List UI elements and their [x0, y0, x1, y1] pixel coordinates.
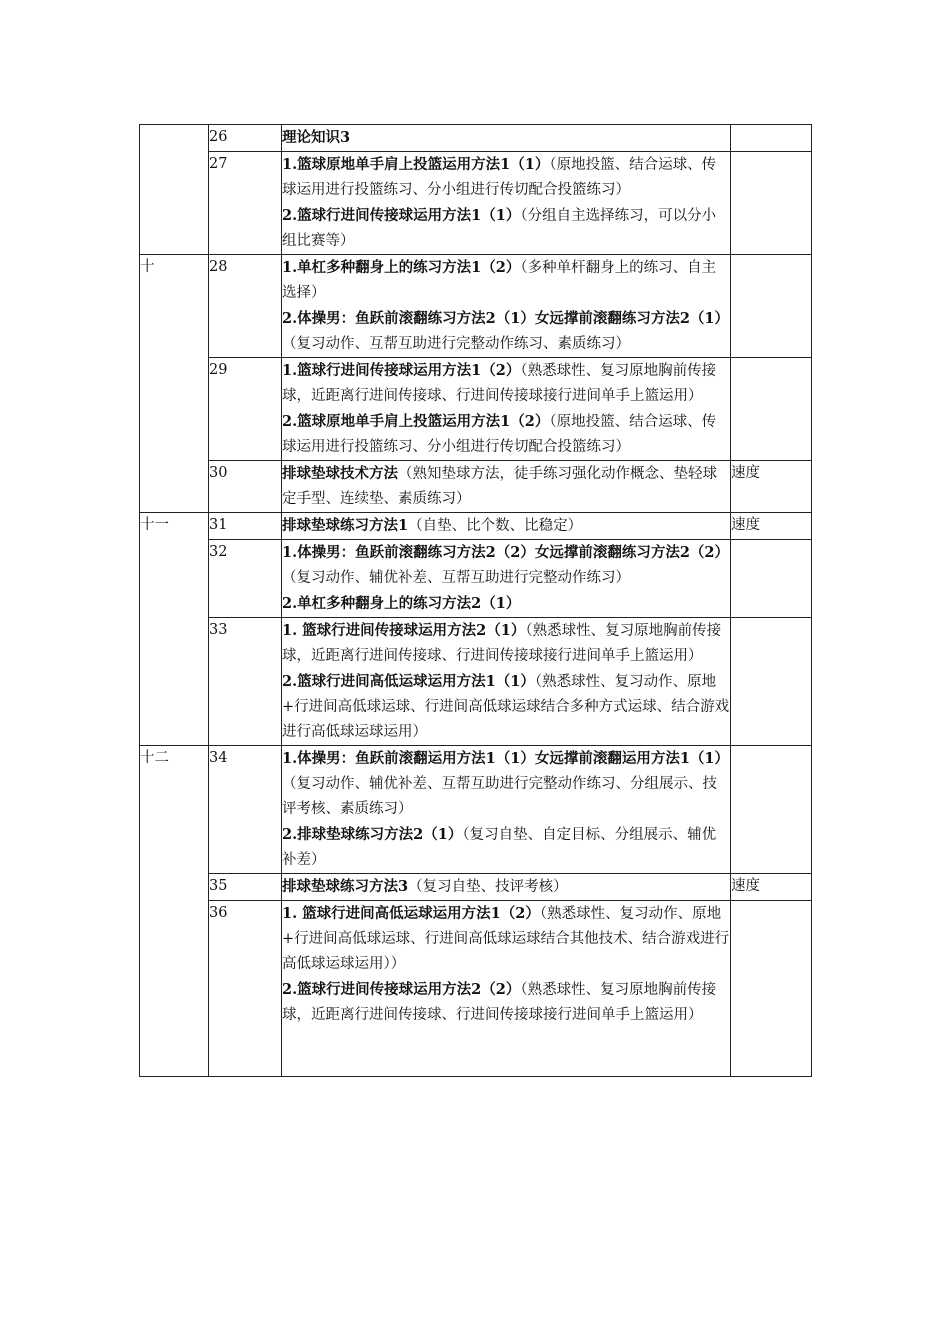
table-row — [140, 901, 812, 1077]
item-description: （熟悉球性、复习原地胸前传接球，近距离行进间传接球、行进间传接球接行进间单手上篮运用） — [282, 363, 717, 404]
content-item — [282, 203, 730, 254]
lesson-note — [731, 540, 812, 618]
lesson-note — [731, 358, 812, 461]
lesson-note — [731, 152, 812, 255]
item-description: （熟悉球性、复习原地胸前传接球，近距离行进间传接球、行进间传接球接行进间单手上篮运用） — [282, 623, 722, 664]
week-cell: 十二 — [140, 746, 209, 1077]
lesson-number: 31 — [209, 513, 282, 540]
item-title: 2.体操男：鱼跃前滚翻练习方法2（1）女远撑前滚翻练习方法2（1） — [282, 310, 729, 327]
table-row — [140, 255, 812, 358]
item-description: （复习动作、辅优补差、互帮互助进行完整动作练习） — [282, 570, 630, 586]
lesson-note — [731, 125, 812, 152]
item-title: 1. 篮球行进间传接球运用方法2（1） — [282, 622, 526, 639]
item-title: 1.单杠多种翻身上的练习方法1（2） — [282, 259, 521, 276]
item-description: （复习动作、互帮互助进行完整动作练习、素质练习） — [282, 336, 630, 352]
table-row — [140, 461, 812, 513]
lesson-content — [282, 874, 731, 901]
content-item — [282, 125, 730, 151]
content-item — [282, 461, 730, 512]
item-title: 排球垫球技术方法 — [282, 465, 398, 482]
lesson-content — [282, 513, 731, 540]
lesson-note — [731, 901, 812, 1077]
item-title: 1.体操男：鱼跃前滚翻运用方法1（1）女远撑前滚翻运用方法1（1） — [282, 750, 729, 767]
lesson-note: 速度 — [731, 874, 812, 901]
content-item — [282, 977, 730, 1028]
week-cell — [140, 125, 209, 255]
content-item — [282, 513, 730, 539]
item-description: （原地投篮、结合运球、传球运用进行投篮练习、分小组进行传切配合投篮练习） — [282, 414, 717, 455]
lesson-number: 30 — [209, 461, 282, 513]
content-item — [282, 746, 730, 822]
item-description: （复习动作、辅优补差、互帮互助进行完整动作练习、分组展示、技评考核、素质练习） — [282, 776, 717, 817]
lesson-number: 29 — [209, 358, 282, 461]
item-description: （复习自垫、技评考核） — [408, 879, 568, 895]
item-title: 2.排球垫球练习方法2（1） — [282, 826, 463, 843]
item-title: 排球垫球练习方法1 — [282, 517, 409, 534]
content-item — [282, 874, 730, 900]
lesson-note: 速度 — [731, 513, 812, 540]
content-item — [282, 822, 730, 873]
item-title: 1.体操男：鱼跃前滚翻练习方法2（2）女远撑前滚翻练习方法2（2） — [282, 544, 729, 561]
item-title: 2.篮球原地单手肩上投篮运用方法1（2） — [282, 413, 550, 430]
content-item — [282, 358, 730, 409]
lesson-content — [282, 461, 731, 513]
item-description: （原地投篮、结合运球、传球运用进行投篮练习、分小组进行传切配合投篮练习） — [282, 157, 717, 198]
lesson-number: 32 — [209, 540, 282, 618]
table-row — [140, 513, 812, 540]
table-row — [140, 125, 812, 152]
lesson-content — [282, 540, 731, 618]
lesson-number: 33 — [209, 618, 282, 746]
item-description: （复习自垫、自定目标、分组展示、辅优补差） — [282, 827, 717, 868]
lesson-number: 26 — [209, 125, 282, 152]
table-row — [140, 540, 812, 618]
item-title: 1.篮球原地单手肩上投篮运用方法1（1） — [282, 156, 550, 173]
content-item — [282, 255, 730, 306]
item-description: （自垫、比个数、比稳定） — [408, 518, 583, 534]
content-item — [282, 618, 730, 669]
lesson-plan-table — [139, 124, 812, 1077]
content-item — [282, 669, 730, 745]
item-description: （熟悉球性、复习动作、原地+行进间高低球运球、行进间高低球运球结合其他技术、结合游戏进行高低球运球运用）） — [282, 906, 730, 972]
lesson-content — [282, 746, 731, 874]
item-title: 2.篮球行进间传接球运用方法1（1） — [282, 207, 521, 224]
item-description: （多种单杆翻身上的练习、自主选择） — [282, 260, 717, 301]
table-row — [140, 152, 812, 255]
table-row — [140, 618, 812, 746]
lesson-number: 27 — [209, 152, 282, 255]
item-description: （熟知垫球方法，徒手练习强化动作概念、垫轻球定手型、连续垫、素质练习） — [282, 466, 717, 507]
week-cell: 十 — [140, 255, 209, 513]
lesson-number: 36 — [209, 901, 282, 1077]
lesson-content — [282, 358, 731, 461]
content-item — [282, 306, 730, 357]
lesson-content — [282, 152, 731, 255]
content-item — [282, 409, 730, 460]
lesson-number: 35 — [209, 874, 282, 901]
item-description: （分组自主选择练习，可以分小组比赛等） — [282, 208, 717, 249]
item-title: 2.篮球行进间高低运球运用方法1（1） — [282, 673, 535, 690]
item-description: （熟悉球性、复习动作、原地+行进间高低球运球、行进间高低球运球结合多种方式运球、结合游戏进行高低球运球运用） — [282, 674, 730, 740]
lesson-content — [282, 255, 731, 358]
lesson-note — [731, 618, 812, 746]
item-title: 排球垫球练习方法3 — [282, 878, 409, 895]
lesson-content — [282, 618, 731, 746]
content-item — [282, 540, 730, 591]
lesson-content — [282, 125, 731, 152]
table-row — [140, 746, 812, 874]
item-title: 2.篮球行进间传接球运用方法2（2） — [282, 981, 521, 998]
item-title: 1. 篮球行进间高低运球运用方法1（2） — [282, 905, 540, 922]
item-title: 1.篮球行进间传接球运用方法1（2） — [282, 362, 521, 379]
lesson-content — [282, 901, 731, 1077]
lesson-note — [731, 255, 812, 358]
lesson-number: 28 — [209, 255, 282, 358]
lesson-number: 34 — [209, 746, 282, 874]
item-description: （熟悉球性、复习原地胸前传接球，近距离行进间传接球、行进间传接球接行进间单手上篮运用） — [282, 982, 717, 1023]
content-item — [282, 152, 730, 203]
content-item — [282, 591, 730, 617]
table-row — [140, 358, 812, 461]
lesson-note — [731, 746, 812, 874]
week-cell: 十一 — [140, 513, 209, 746]
lesson-note: 速度 — [731, 461, 812, 513]
table-row — [140, 874, 812, 901]
content-item — [282, 901, 730, 977]
item-title: 理论知识3 — [282, 129, 351, 146]
item-title: 2.单杠多种翻身上的练习方法2（1） — [282, 595, 521, 612]
